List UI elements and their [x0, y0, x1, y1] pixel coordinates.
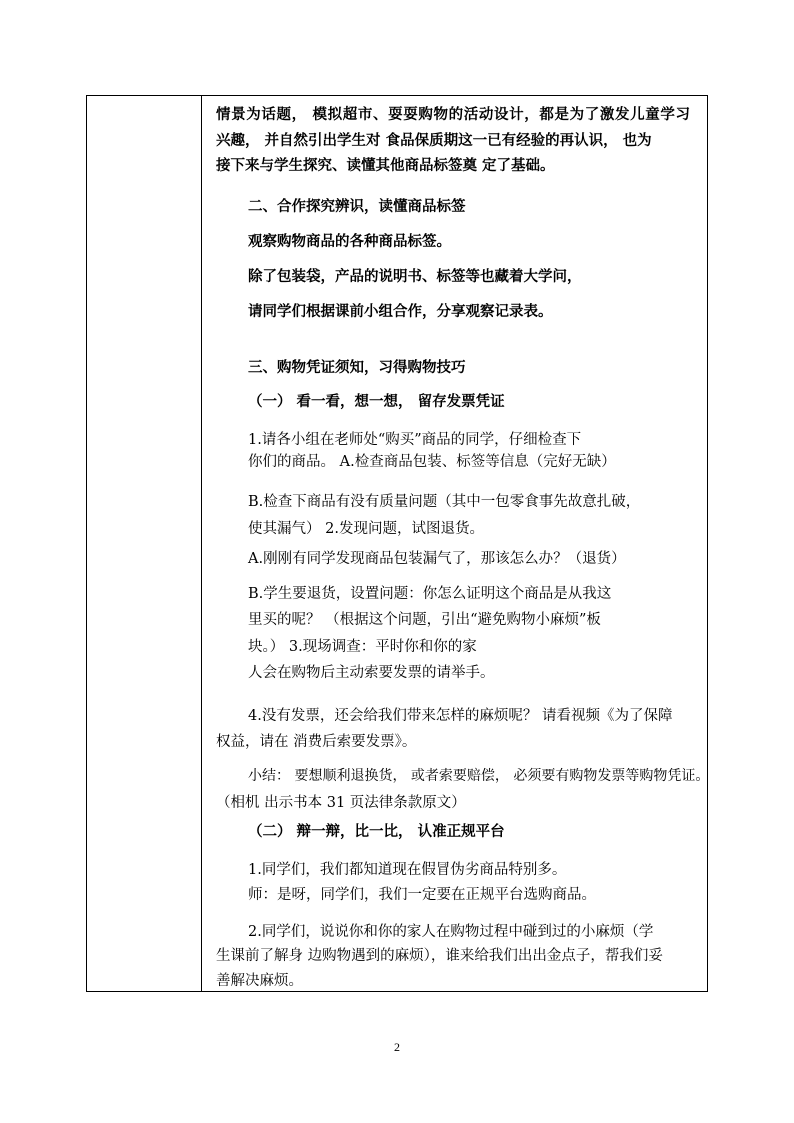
text-line: B.检查下商品有没有质量问题（其中一包零食事先故意扎破，	[248, 494, 641, 510]
text-line: 你们的商品。 A.检查商品包装、标签等信息（完好无缺）	[248, 454, 616, 470]
text-line: （相机 出示书本 31 页法律条款原文）	[216, 795, 466, 811]
text-line: 请同学们根据课前小组合作，分享观察记录表。	[248, 303, 553, 320]
text-line: 情景为话题， 模拟超市、耍耍购物的活动设计，都是为了激发儿童学习	[216, 106, 690, 123]
text-line: 4.没有发票，还会给我们带来怎样的麻烦呢？ 请看视频《为了保障	[248, 708, 673, 724]
text-line: 1.请各小组在老师处“购买”商品的同学，仔细检查下	[248, 432, 582, 448]
text-line: 接下来与学生探究、读懂其他商品标签奠 定了基础。	[216, 157, 555, 174]
text-line: 2.同学们，说说你和你的家人在购物过程中碰到过的小麻烦（学	[248, 924, 654, 940]
text-line: 使其漏气） 2.发现问题，试图退货。	[248, 521, 484, 537]
page-number: 2	[394, 1040, 400, 1054]
subsection-heading: （二） 辩一辩，比一比， 认准正规平台	[248, 823, 505, 840]
text-line: A.刚刚有同学发现商品包装漏气了，那该怎么办？（退货）	[248, 551, 626, 567]
text-line: 里买的呢？ （根据这个问题，引出“避免购物小麻烦”板	[248, 612, 601, 628]
text-line: 观察购物商品的各种商品标签。	[248, 233, 451, 250]
text-line: 善解决麻烦。	[216, 973, 303, 989]
summary-line: 小结： 要想顺利退换货， 或者索要赔偿， 必须要有购物发票等购物凭证。	[248, 768, 710, 784]
section-heading: 二、合作探究辨识，读懂商品标签	[248, 198, 466, 215]
text-line: 除了包装袋，产品的说明书、标签等也藏着大学问，	[248, 268, 582, 285]
text-line: 人会在购物后主动索要发票的请举手。	[248, 665, 495, 681]
subsection-heading: （一） 看一看，想一想， 留存发票凭证	[248, 393, 505, 410]
text-line: 块。） 3.现场调查：平时你和你的家	[248, 639, 477, 655]
text-line: 兴趣， 并自然引出学生对 食品保质期这一已有经验的再认识， 也为	[216, 132, 652, 149]
left-column-cell	[87, 96, 202, 991]
text-line: 权益，请在 消费后索要发票》。	[216, 734, 417, 750]
section-heading: 三、购物凭证须知，习得购物技巧	[248, 359, 466, 376]
text-line: B.学生要退货，设置问题：你怎么证明这个商品是从我这	[248, 586, 612, 602]
text-line: 师：是呀，同学们，我们一定要在正规平台选购商品。	[248, 887, 596, 903]
text-line: 生课前了解身 边购物遇到的麻烦），谁来给我们出出金点子，帮我们妥	[216, 948, 663, 964]
text-line: 1.同学们，我们都知道现在假冒伪劣商品特别多。	[248, 862, 567, 878]
lesson-table	[86, 95, 708, 992]
